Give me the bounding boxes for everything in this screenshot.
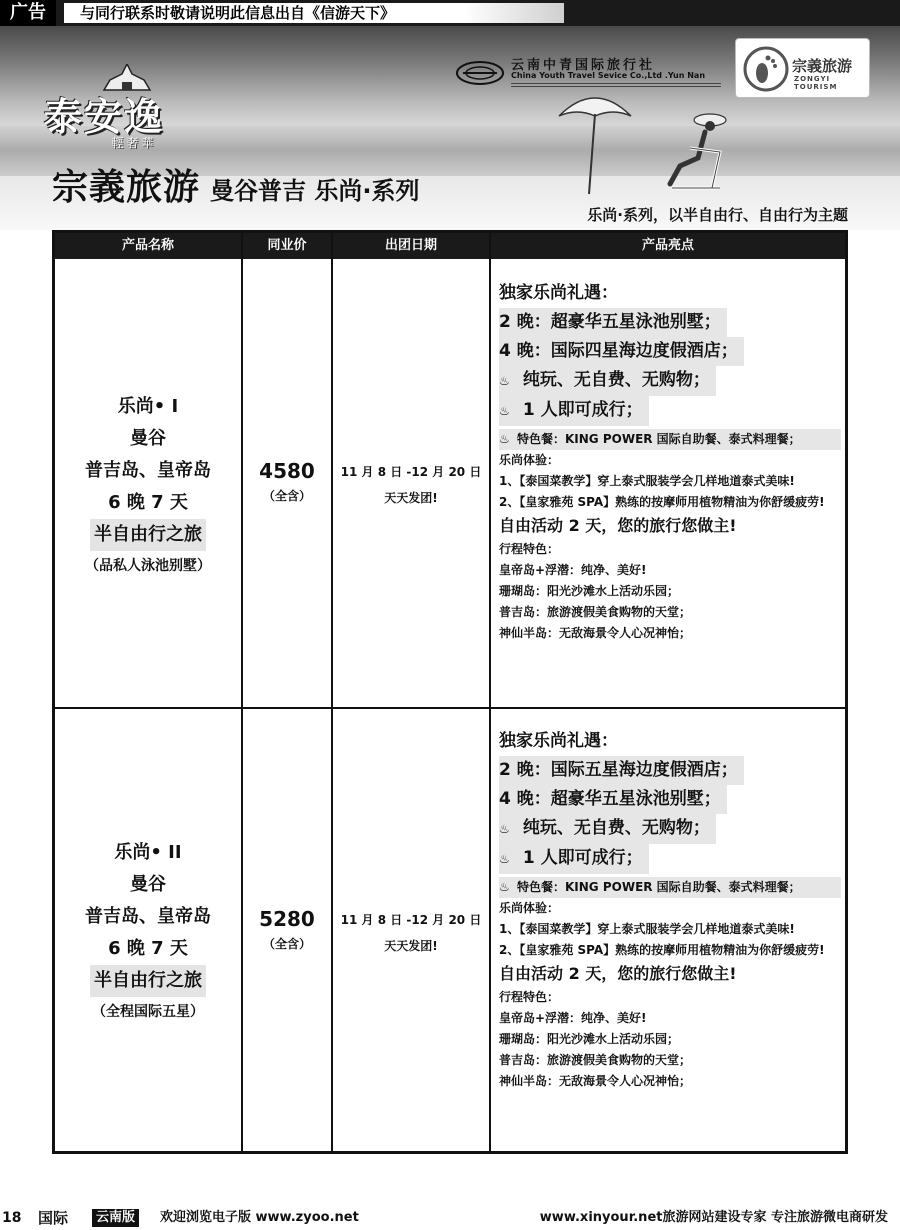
column-divider xyxy=(241,233,243,1151)
headline-subtitle: 曼谷普吉 乐尚·系列 xyxy=(210,177,420,205)
column-divider xyxy=(489,233,491,1151)
row1-date-range: 11 月 8 日 -12 月 20 日 xyxy=(340,465,482,479)
row1-name-note: （品私人泳池别墅） xyxy=(85,558,211,574)
row1-hl-f3: 普吉岛：旅游渡假美食购物的天堂； xyxy=(499,605,692,619)
row2-name-highlight: 半自由行之旅 xyxy=(90,965,206,997)
row1-hl-meal: 特色餐：KING POWER 国际自助餐、泰式料理餐； xyxy=(517,432,801,446)
row1-name-line: 6 晚 7 天 xyxy=(108,492,188,513)
row2-date-range: 11 月 8 日 -12 月 20 日 xyxy=(340,913,482,927)
hot-cup-icon: ♨ xyxy=(499,432,510,446)
row2-hl-exp2: 2、【皇家雅苑 SPA】熟练的按摩师用植物精油为你舒缓疲劳! xyxy=(499,943,825,957)
row1-hl-stay2: 4 晚：国际四星海边度假酒店； xyxy=(499,337,744,366)
row2-hl-f4: 神仙半岛：无敌海景令人心况神怡； xyxy=(499,1074,692,1088)
row1-name-highlight: 半自由行之旅 xyxy=(90,519,206,551)
row1-name-line: 普吉岛、皇帝岛 xyxy=(85,460,211,481)
cyts-mark-icon xyxy=(455,60,505,86)
headline xyxy=(52,159,420,210)
row1-hl-f2: 珊瑚岛：阳光沙滩水上活动乐园； xyxy=(499,584,680,598)
row1-hl-f4: 神仙半岛：无敌海景令人心况神怡； xyxy=(499,626,692,640)
row2-hl-feat-title: 行程特色： xyxy=(499,990,560,1004)
row1-hl-exp1: 1、【泰国菜教学】穿上泰式服装学会几样地道泰式美味! xyxy=(499,474,795,488)
row1-price xyxy=(243,457,331,507)
product-table xyxy=(52,230,848,1154)
row1-hl-exp2: 2、【皇家雅苑 SPA】熟练的按摩师用植物精油为你舒缓疲劳! xyxy=(499,495,825,509)
row2-name-line: 普吉岛、皇帝岛 xyxy=(85,906,211,927)
row2-hl-f2: 珊瑚岛：阳光沙滩水上活动乐园； xyxy=(499,1032,680,1046)
hot-cup-icon: ♨ xyxy=(499,404,510,418)
row2-price xyxy=(243,905,331,955)
row2-name-line: 曼谷 xyxy=(130,874,166,895)
row2-hl-title: 独家乐尚礼遇： xyxy=(499,731,618,751)
footer-website-right[interactable]: www.xinyour.net旅游网站建设专家 专注旅游微电商研发 xyxy=(539,1210,888,1225)
row2-name-line: 乐尚• II xyxy=(114,842,182,863)
row2-hl-free: 自由活动 2 天，您的旅行您做主! xyxy=(499,964,737,983)
zongyi-footprint-icon xyxy=(742,45,790,93)
row2-product-name xyxy=(55,837,241,1027)
row1-product-name xyxy=(55,391,241,581)
row1-price-note: （全含） xyxy=(262,489,311,503)
row1-hl-f1: 皇帝岛+浮潜：纯净、美好! xyxy=(499,563,647,577)
hot-cup-icon: ♨ xyxy=(499,822,510,836)
row1-hl-feat-title: 行程特色： xyxy=(499,542,560,556)
header-price: 同业价 xyxy=(267,238,307,253)
beach-chair-person-icon xyxy=(650,108,740,198)
table-header xyxy=(55,233,845,259)
row1-hl-exp-title: 乐尚体验： xyxy=(499,453,560,467)
row2-hl-p2: 1 人即可成行； xyxy=(522,848,643,868)
row2-highlights xyxy=(499,727,841,1092)
page-number: 18 xyxy=(2,1210,22,1226)
cyts-english-name: China Youth Travel Sevice Co.,Ltd .Yun Nan xyxy=(511,71,706,80)
row-divider xyxy=(55,707,845,709)
section-label: 国际 xyxy=(38,1209,69,1227)
headline-brand: 宗義旅游 xyxy=(52,166,201,208)
header-highlights: 产品亮点 xyxy=(641,238,694,253)
tagline: 乐尚·系列，以半自由行、自由行为主题 xyxy=(587,206,848,224)
tai-anyi-logo xyxy=(44,64,214,150)
row1-hl-p1: 纯玩、无自费、无购物； xyxy=(522,370,710,390)
row2-hl-meal: 特色餐：KING POWER 国际自助餐、泰式料理餐； xyxy=(517,880,801,894)
row1-hl-title: 独家乐尚礼遇： xyxy=(499,283,618,303)
ad-tag: 广告 xyxy=(0,0,56,26)
zongyi-name: 宗義旅游 xyxy=(792,57,853,75)
row2-hl-p1: 纯玩、无自费、无购物； xyxy=(522,818,710,838)
row2-hl-exp-title: 乐尚体验： xyxy=(499,901,560,915)
row2-name-line: 6 晚 7 天 xyxy=(108,938,188,959)
column-divider xyxy=(331,233,333,1151)
row2-hl-f3: 普吉岛：旅游渡假美食购物的天堂； xyxy=(499,1053,692,1067)
row1-name-line: 曼谷 xyxy=(130,428,166,449)
cyts-name: 云南中青国际旅行社 xyxy=(511,58,656,73)
hot-cup-icon: ♨ xyxy=(499,852,510,866)
row1-hl-free: 自由活动 2 天，您的旅行您做主! xyxy=(499,516,737,535)
row1-date-note: 天天发团! xyxy=(384,491,438,505)
footer-website-left[interactable]: 欢迎浏览电子版 www.zyoo.net xyxy=(160,1210,359,1225)
zongyi-english-name: ZONGYI TOURISM xyxy=(794,75,838,91)
row1-highlights xyxy=(499,279,841,644)
page-footer xyxy=(0,1206,900,1230)
row2-name-note: （全程国际五星） xyxy=(92,1004,204,1020)
row2-hl-f1: 皇帝岛+浮潜：纯净、美好! xyxy=(499,1011,647,1025)
row2-date xyxy=(333,907,489,959)
row1-price-value: 4580 xyxy=(259,459,315,483)
row2-price-note: （全含） xyxy=(262,937,311,951)
hot-cup-icon: ♨ xyxy=(499,374,510,388)
tai-anyi-sub: 輕奢華 xyxy=(111,136,157,150)
hot-cup-icon: ♨ xyxy=(499,880,510,894)
row2-hl-stay2: 4 晚：超豪华五星泳池别墅； xyxy=(499,785,727,814)
edition-badge: 云南版 xyxy=(92,1209,139,1227)
header-product-name: 产品名称 xyxy=(121,238,174,253)
header-banner xyxy=(0,26,900,230)
header-date: 出团日期 xyxy=(384,238,437,253)
row2-hl-exp1: 1、【泰国菜教学】穿上泰式服装学会几样地道泰式美味! xyxy=(499,922,795,936)
ad-notice: 与同行联系时敬请说明此信息出自《信游天下》 xyxy=(64,3,564,23)
ad-strip xyxy=(0,0,900,26)
beach-umbrella-icon xyxy=(555,86,635,196)
row1-hl-stay1: 2 晚：超豪华五星泳池别墅； xyxy=(499,308,727,337)
row2-hl-stay1: 2 晚：国际五星海边度假酒店； xyxy=(499,756,744,785)
row1-date xyxy=(333,459,489,511)
row1-hl-p2: 1 人即可成行； xyxy=(522,400,643,420)
row1-name-line: 乐尚• I xyxy=(117,396,179,417)
row2-price-value: 5280 xyxy=(259,907,315,931)
row2-date-note: 天天发团! xyxy=(384,939,438,953)
tai-anyi-title: 泰安逸 xyxy=(44,94,165,139)
zongyi-logo xyxy=(735,38,870,98)
